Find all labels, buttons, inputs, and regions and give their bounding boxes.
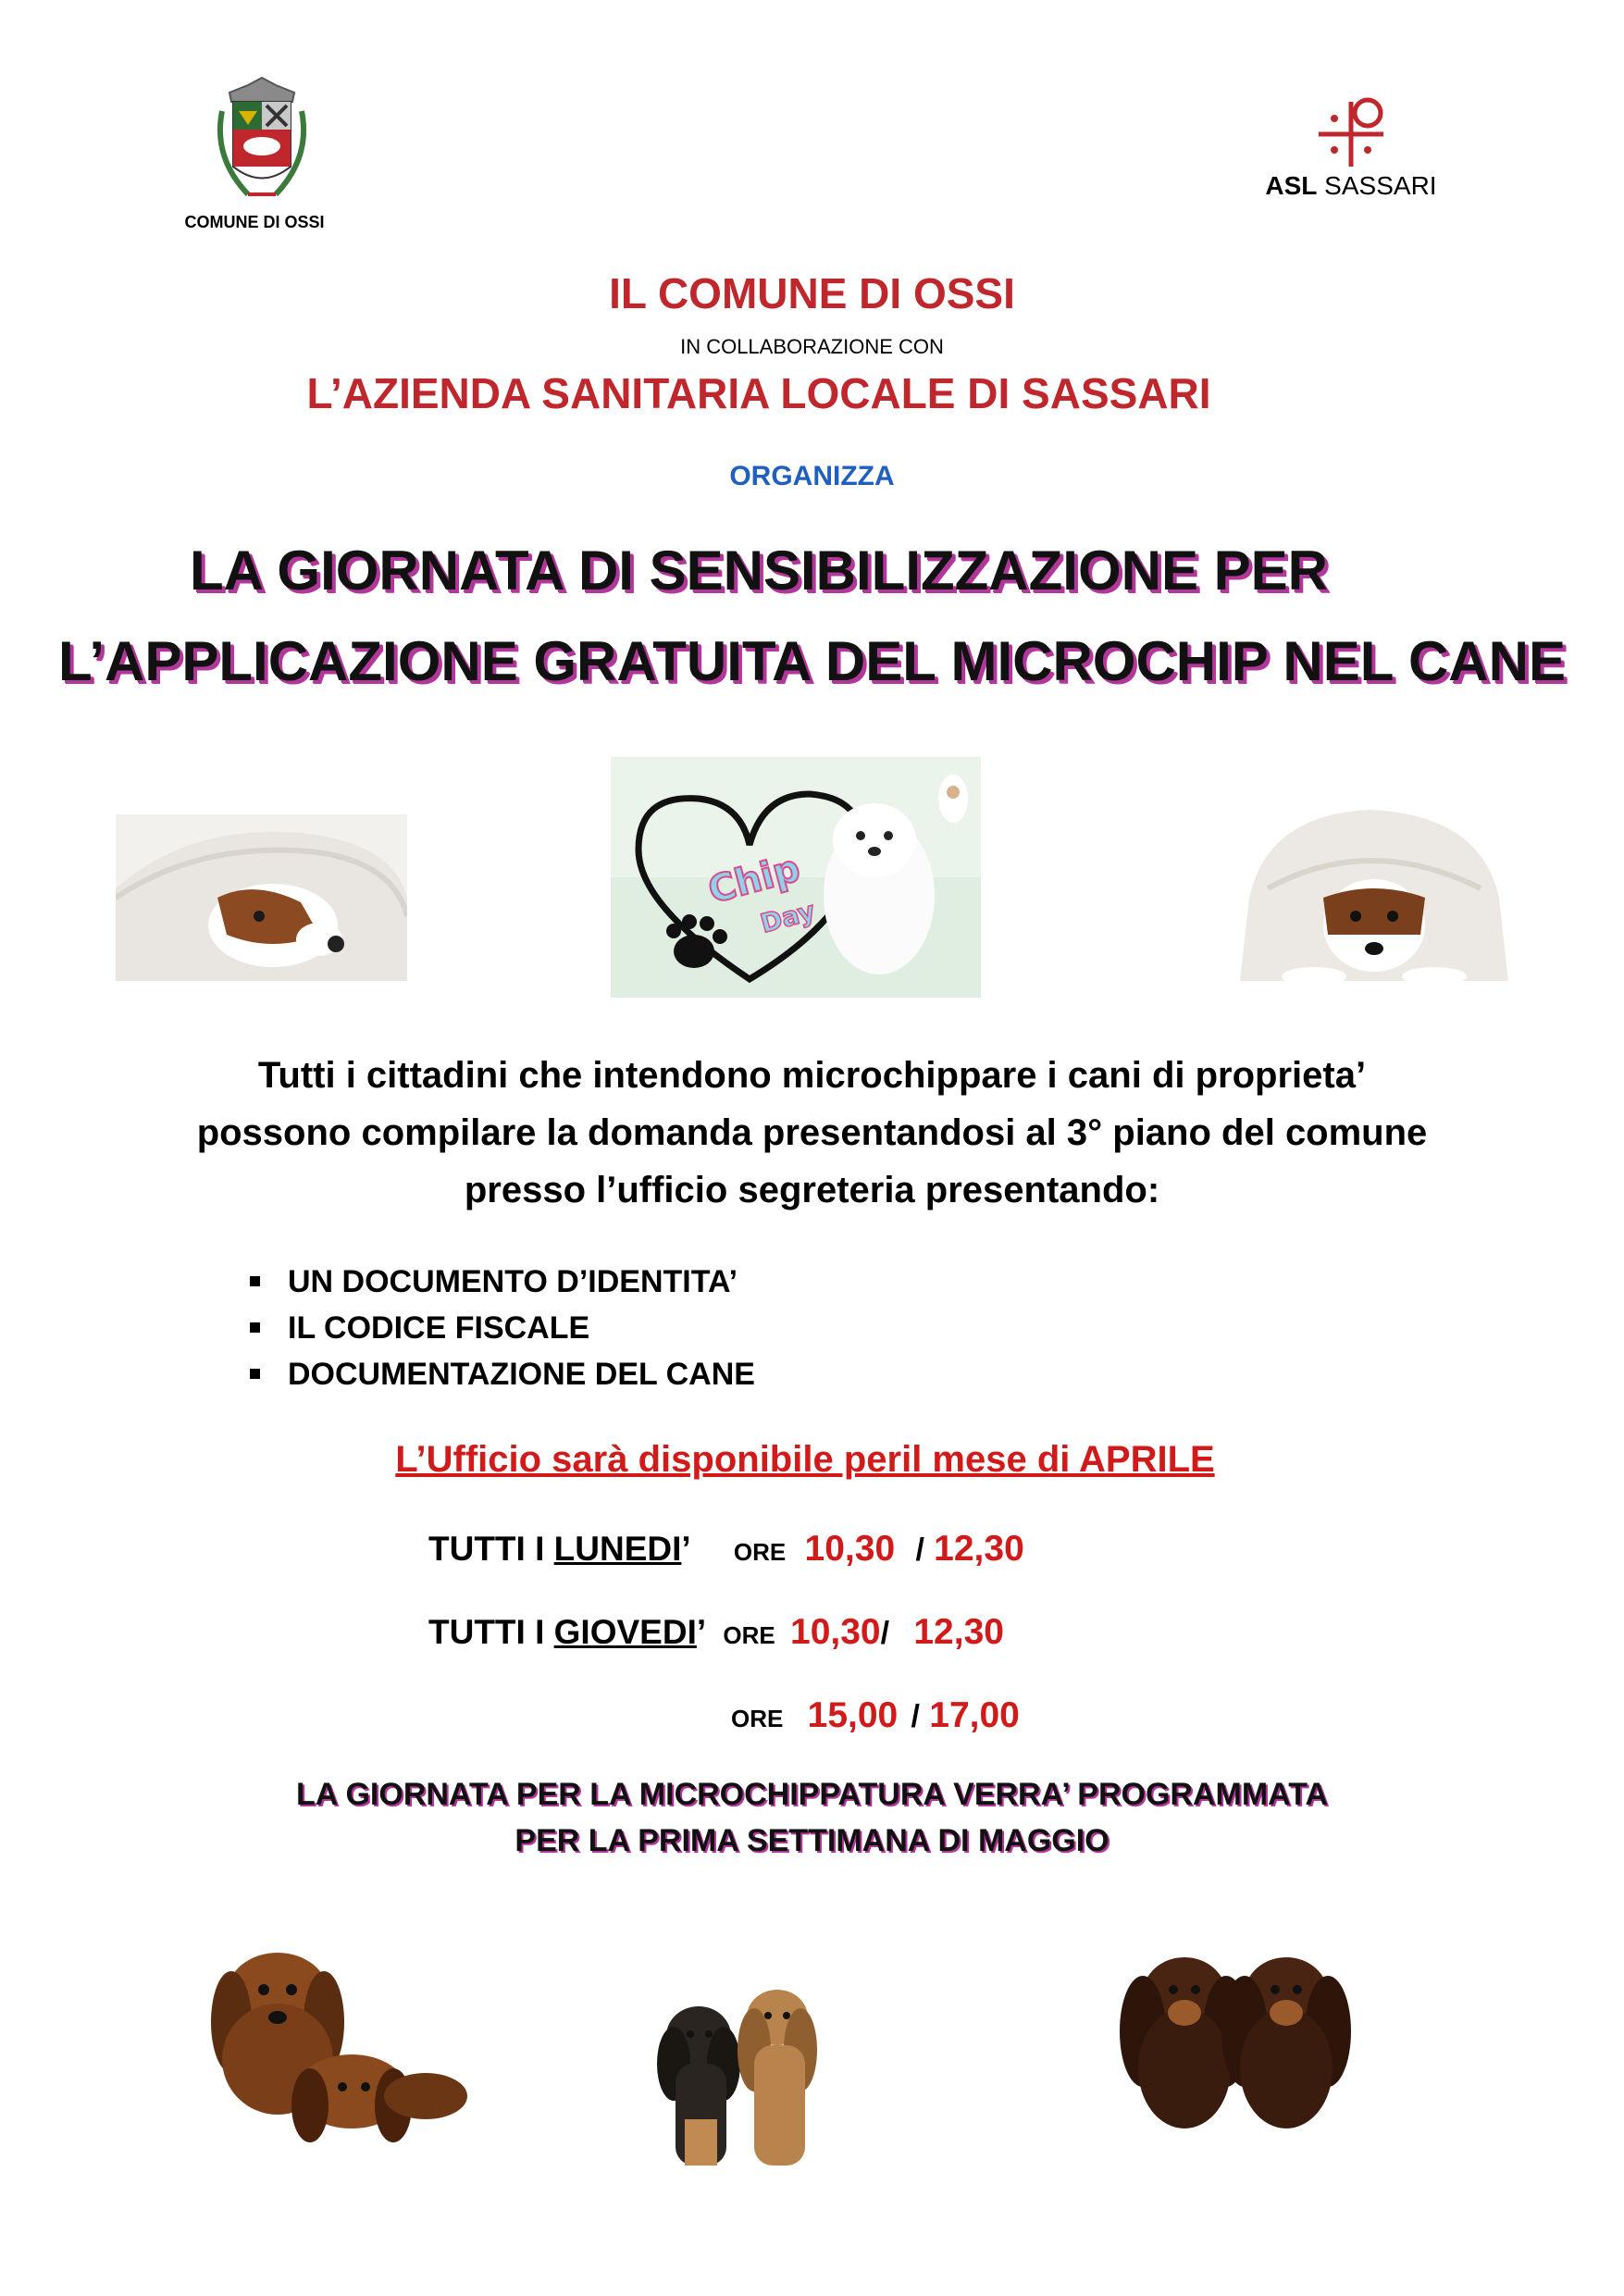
bullet-square-icon: [250, 1322, 260, 1333]
bullet-square-icon: [250, 1276, 260, 1286]
dog-under-blanket-photo-right: [1231, 796, 1518, 990]
asl-label-rest: SASSARI: [1317, 171, 1437, 200]
schedule-separator: /: [911, 1699, 920, 1734]
dachshund-pair-photo-right: [1092, 1930, 1379, 2138]
title-organizza: ORGANIZZA: [729, 461, 895, 491]
chip-day-center-image: [611, 757, 981, 998]
schedule-ore-label: ORE: [723, 1621, 775, 1649]
asl-label-bold: ASL: [1265, 171, 1318, 200]
required-documents-list: [250, 1259, 755, 1397]
list-item: [250, 1259, 755, 1305]
schedule-suffix: ’: [696, 1613, 705, 1651]
schedule-separator: /: [880, 1616, 890, 1651]
crest-label: COMUNE DI OSSI: [184, 213, 325, 231]
list-item-label: IL CODICE FISCALE: [288, 1310, 590, 1346]
title-azienda: L’AZIENDA SANITARIA LOCALE DI SASSARI: [306, 369, 1211, 417]
schedule-start-time: 10,30: [790, 1612, 881, 1652]
footer-line-2: PER LA PRIMA SETTIMANA DI MAGGIO: [514, 1823, 1110, 1858]
chip-badge-text: Chip: [703, 847, 805, 912]
schedule-end-time: 12,30: [934, 1529, 1024, 1569]
schedule-ore-label: ORE: [733, 1538, 787, 1566]
comune-crest-logo: [211, 74, 313, 213]
title-comune: IL COMUNE DI OSSI: [609, 269, 1015, 317]
dog-under-blanket-photo-left: [116, 814, 407, 981]
headline-line-1: LA GIORNATA DI SENSIBILIZZAZIONE PER: [190, 540, 1328, 602]
schedule-start-time: 15,00: [807, 1695, 899, 1735]
list-item-label: DOCUMENTAZIONE DEL CANE: [288, 1357, 755, 1392]
bullet-square-icon: [250, 1369, 260, 1379]
list-item-label: UN DOCUMENTO D’IDENTITA’: [288, 1264, 738, 1299]
dachshund-pair-photo-center: [629, 1962, 851, 2184]
body-line-2: possono compilare la domanda presentandosi al 3° piano del comune: [196, 1112, 1428, 1153]
schedule-row-afternoon: [731, 1695, 1020, 1736]
schedule-suffix: ’: [681, 1530, 689, 1568]
schedule-end-time: 12,30: [913, 1612, 1004, 1652]
day-badge-text: Day: [757, 895, 819, 939]
list-item: [250, 1351, 755, 1397]
schedule-prefix: TUTTI I: [428, 1613, 554, 1651]
schedule-separator: /: [915, 1533, 924, 1568]
schedule-ore-label: ORE: [731, 1705, 784, 1732]
schedule-start-time: 10,30: [804, 1529, 896, 1569]
asl-label: [1258, 171, 1444, 201]
schedule-row-monday: [428, 1529, 1024, 1570]
footer-line-1: LA GIORNATA PER LA MICROCHIPPATURA VERRA’ PROGRAMMATA: [295, 1777, 1329, 1812]
office-availability: L’Ufficio sarà disponibile peril mese di APRILE: [395, 1439, 1215, 1480]
headline-line-2: L’APPLICAZIONE GRATUITA DEL MICROCHIP NEL CANE: [58, 630, 1566, 692]
title-collaborazione: IN COLLABORAZIONE CON: [680, 335, 944, 358]
schedule-row-thursday: [428, 1612, 1004, 1653]
schedule-prefix: TUTTI I: [428, 1530, 554, 1568]
dachshund-puppies-photo-left: [167, 1920, 472, 2152]
body-line-1: Tutti i cittadini che intendono microchippare i cani di proprieta’: [257, 1055, 1367, 1096]
body-line-3: presso l’ufficio segreteria presentando:: [464, 1170, 1160, 1210]
schedule-end-time: 17,00: [929, 1695, 1020, 1735]
schedule-day: GIOVEDI: [553, 1613, 697, 1651]
list-item: [250, 1305, 755, 1351]
schedule-day: LUNEDI: [553, 1530, 682, 1568]
